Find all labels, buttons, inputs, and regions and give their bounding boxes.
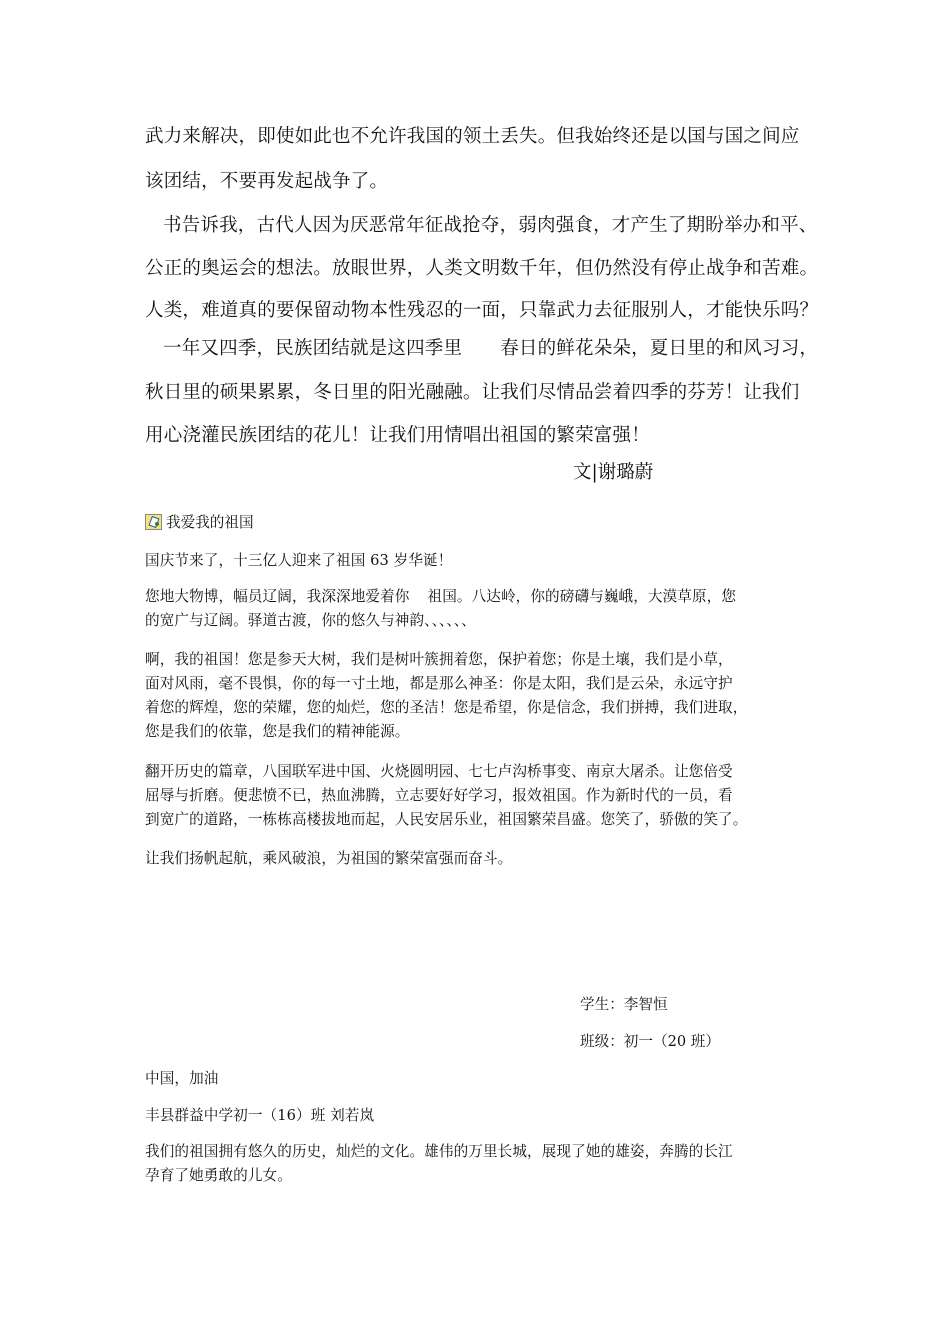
paragraph-line: 让我们扬帆起航，乘风破浪，为祖国的繁荣富强而奋斗。: [145, 850, 513, 867]
paragraph-line: 的宽广与辽阔。驿道古渡，你的悠久与神韵、、、、、、: [145, 612, 476, 629]
paragraph-line: 孕育了她勇敢的儿女。: [145, 1167, 292, 1184]
paragraph-line: 屈辱与折磨。便悲愤不已，热血沸腾，立志要好好学习，报效祖国。作为新时代的一员，看: [145, 787, 733, 804]
paragraph-line: 着您的辉煌，您的荣耀，您的灿烂，您的圣洁！您是希望，你是信念，我们拼搏，我们进取，: [145, 699, 748, 716]
essay-title: 中国，加油: [145, 1070, 219, 1087]
paragraph-line: 公正的奥运会的想法。放眼世界，人类文明数千年，但仍然没有停止战争和苦难。: [145, 258, 819, 279]
paragraph-line: 武力来解决，即使如此也不允许我国的领土丢失。但我始终还是以国与国之间应: [145, 126, 800, 147]
student-class: 班级：初一（20 班）: [580, 1033, 720, 1050]
paragraph-line: 翻开历史的篇章，八国联军进中国、火烧圆明园、七七卢沟桥事变、南京大屠杀。让您倍受: [145, 763, 733, 780]
essay-byline: 丰县群益中学初一（16）班 刘若岚: [145, 1107, 375, 1124]
document-icon: [145, 514, 162, 530]
author-signature: 文|谢璐蔚: [573, 462, 654, 483]
essay-heading: [145, 511, 254, 532]
paragraph-line: 书告诉我，古代人因为厌恶常年征战抢夺，弱肉强食，才产生了期盼举办和平、: [163, 215, 818, 236]
paragraph-line: 啊，我的祖国！您是参天大树，我们是树叶簇拥着您，保护着您；你是土壤，我们是小草，: [145, 651, 733, 668]
paragraph-line-part: 您地大物博，幅员辽阔，我深深地爱着你: [145, 588, 410, 605]
paragraph-line: 该团结，不要再发起战争了。: [145, 171, 389, 192]
paragraph-line: 我们的祖国拥有悠久的历史，灿烂的文化。雄伟的万里长城，展现了她的雄姿，奔腾的长江: [145, 1143, 733, 1160]
paragraph-line: 您是我们的依靠，您是我们的精神能源。: [145, 723, 410, 740]
paragraph-line-part: 祖国。八达岭，你的磅礴与巍峨，大漠草原，您: [427, 588, 737, 605]
paragraph-line: 到宽广的道路，一栋栋高楼拔地而起，人民安居乐业，祖国繁荣昌盛。您笑了，骄傲的笑了。: [145, 811, 748, 828]
student-name: 学生：李智恒: [580, 996, 668, 1013]
paragraph-line: 用心浇灌民族团结的花儿！让我们用情唱出祖国的繁荣富强！: [145, 425, 650, 446]
paragraph-line-part: 一年又四季，民族团结就是这四季里: [163, 338, 463, 359]
paragraph-line: [145, 585, 736, 606]
paragraph-line: 面对风雨，毫不畏惧，你的每一寸土地，都是那么神圣：你是太阳，我们是云朵，永远守护: [145, 675, 733, 692]
paragraph-line-part: 春日的鲜花朵朵，夏日里的和风习习，: [500, 338, 819, 359]
paragraph-line: 人类，难道真的要保留动物本性残忍的一面，只靠武力去征服别人，才能快乐吗？: [145, 300, 819, 321]
paragraph-line: 秋日里的硕果累累，冬日里的阳光融融。让我们尽情品尝着四季的芬芳！让我们: [145, 382, 800, 403]
paragraph-line: [163, 334, 818, 360]
paragraph-line: 国庆节来了，十三亿人迎来了祖国 63 岁华诞！: [145, 552, 453, 569]
essay-title: 我爱我的祖国: [166, 514, 254, 531]
